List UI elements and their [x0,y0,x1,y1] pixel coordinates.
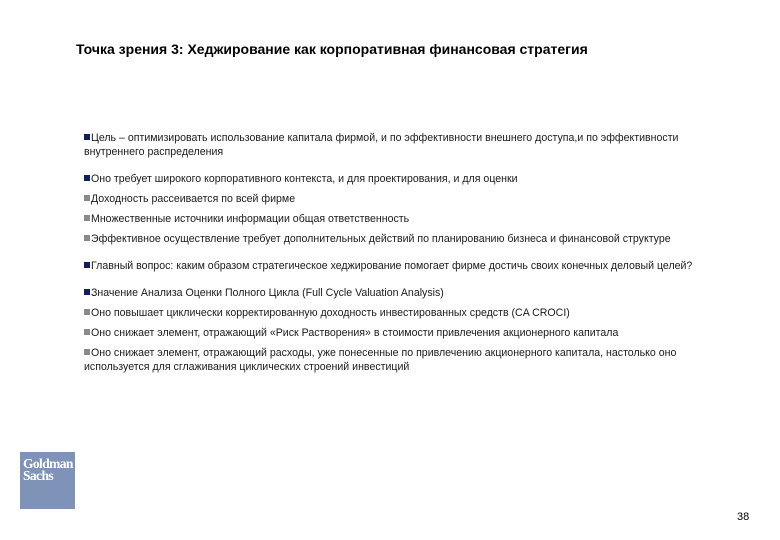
sub-bullet-item-sources [84,212,700,226]
sub-bullet-item-dilution-risk [84,326,700,340]
sub-bullet-marker [84,195,90,201]
sub-bullet-marker [84,349,90,355]
bullet-text: Значение Анализа Оценки Полного Цикла (Full Cycle Valuation Analysis) [91,287,444,299]
bullet-text: Множественные источники информации общая ответственность [91,213,410,225]
page-number: 38 [737,511,750,523]
sub-bullet-marker [84,235,90,241]
bullet-text: Оно снижает элемент, отражающий «Риск Растворения» в стоимости привлечения акционерного капитала [91,327,619,339]
bullet-marker [84,134,90,140]
bullet-item-main-question [84,259,700,273]
sub-bullet-item-implementation [84,232,700,246]
bullet-text: Оно снижает элемент, отражающий расходы, уже понесенные по привлечению акционерного капитала, настолько оно используется для сглаживания циклических строений инвестиций [84,347,677,373]
bullet-item-context [84,172,700,186]
bullet-marker [84,175,90,181]
sub-bullet-item-raising-costs [84,346,700,374]
sub-bullet-marker [84,329,90,335]
slide-title: Точка зрения 3: Хеджирование как корпоративная финансовая стратегия [76,41,588,57]
bullet-text: Оно повышает циклически корректированную доходность инвестированных средств (CA CROCI) [91,307,570,319]
sub-bullet-item-croci [84,306,700,320]
bullet-marker [84,289,90,295]
sub-bullet-item-returns [84,192,700,206]
goldman-sachs-logo [20,452,75,509]
bullet-text: Доходность рассеивается по всей фирме [91,193,296,205]
bullet-marker [84,262,90,268]
bullet-text: Оно требует широкого корпоративного контекста, и для проектирования, и для оценки [91,173,518,185]
bullet-item-valuation-analysis [84,286,700,300]
logo-line-1: Goldman [23,456,73,471]
bullet-list [84,131,700,374]
sub-bullet-marker [84,215,90,221]
logo-line-2: Sachs [23,468,54,483]
bullet-text: Цель – оптимизировать использование капитала фирмой, и по эффективности внешнего доступа,и по эффективности внутреннего распределения [84,132,679,158]
bullet-text: Эффективное осуществление требует дополнительных действий по планированию бизнеса и финансовой структуре [91,233,671,245]
sub-bullet-marker [84,309,90,315]
bullet-text: Главный вопрос: каким образом стратегическое хеджирование помогает фирме достичь своих конечных деловый целей? [91,260,693,272]
bullet-item-goal [84,131,700,159]
